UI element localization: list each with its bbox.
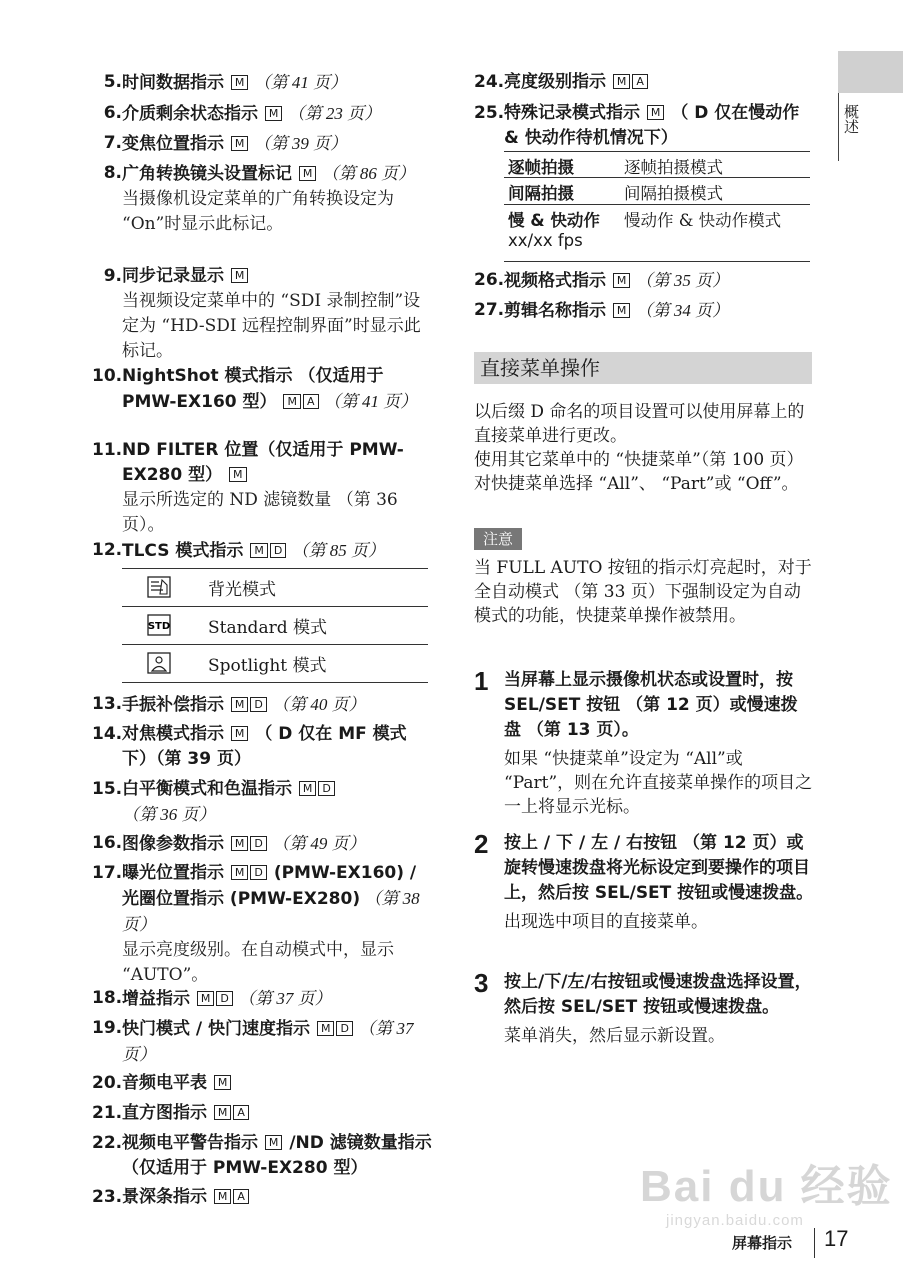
item-title-text: 景深条指示	[122, 1187, 213, 1207]
item-title-text: 亮度级别指示	[504, 72, 612, 92]
item-extra: /ND 滤镜数量指示 （仅适用于 PMW-EX280 型）	[122, 1133, 432, 1178]
item-title	[122, 1071, 432, 1096]
item-title-text: 增益指示	[122, 989, 196, 1009]
item-number: 19.	[92, 1018, 123, 1038]
item-title	[122, 131, 432, 157]
item-number: 11.	[92, 440, 123, 460]
spotlight-icon	[147, 652, 171, 674]
step-number: 1	[474, 666, 489, 696]
item-title	[122, 692, 432, 718]
list-item	[474, 70, 814, 95]
intro-text-2: 使用其它菜单中的 “快捷菜单”（第 100 页）对快捷菜单选择 “All”、 “Part”或 “Off”。	[474, 450, 804, 494]
item-number: 5.	[103, 72, 122, 92]
item-title	[122, 1185, 432, 1210]
list-item	[92, 264, 432, 364]
item-title	[504, 298, 814, 324]
tlcs-row	[122, 645, 428, 683]
mode-box-m: M	[231, 726, 249, 741]
item-number: 23.	[92, 1187, 123, 1207]
item-number: 6.	[103, 103, 122, 123]
list-item	[92, 538, 432, 564]
page-ref: （第 86 页）	[317, 164, 416, 183]
page-ref: （第 38 页）	[122, 889, 420, 934]
item-title	[122, 161, 432, 187]
mode-box-d: D	[318, 781, 334, 796]
item-description: 显示亮度级别。在自动模式中，显示 “AUTO”。	[122, 940, 394, 985]
mode-box-m: M	[250, 543, 268, 558]
item-number: 25.	[474, 103, 505, 123]
page-ref: （第 36 页）	[122, 805, 216, 824]
list-item	[92, 438, 432, 538]
step-2	[474, 831, 814, 934]
page-ref: （第 39 页）	[249, 134, 348, 153]
speed-value: 间隔拍摄模式	[624, 184, 723, 203]
item-number: 8.	[103, 163, 122, 183]
note-label: 注意	[474, 528, 522, 550]
side-tab	[838, 51, 903, 93]
mode-box-a: A	[303, 394, 319, 409]
item-title-text: 音频电平表	[122, 1073, 213, 1093]
item-number: 14.	[92, 724, 123, 744]
backlight-icon	[147, 576, 171, 598]
mode-box-m: M	[613, 303, 631, 318]
mode-box-m: M	[231, 136, 249, 151]
list-item	[92, 861, 432, 988]
item-number: 7.	[103, 133, 122, 153]
list-item	[92, 1131, 432, 1181]
page-ref: （第 40 页）	[267, 695, 366, 714]
page-ref: （第 41 页）	[249, 73, 348, 92]
list-item	[92, 722, 432, 772]
page-ref: （第 49 页）	[267, 834, 366, 853]
page-ref: （第 23 页）	[283, 104, 382, 123]
footer-divider	[814, 1228, 815, 1258]
item-title-text: TLCS 模式指示	[122, 541, 250, 561]
item-title	[122, 364, 432, 415]
mode-box-m: M	[613, 273, 631, 288]
item-title	[504, 70, 814, 95]
item-title-text: 特殊记录模式指示	[504, 103, 646, 123]
step-3	[474, 970, 814, 1048]
tlcs-label: 背光模式	[208, 580, 276, 600]
list-item	[92, 101, 432, 127]
item-title-text: 直方图指示	[122, 1103, 213, 1123]
item-title-text: 变焦位置指示	[122, 134, 230, 154]
list-item	[92, 986, 432, 1012]
mode-box-m: M	[231, 697, 249, 712]
item-description: 显示所选定的 ND 滤镜数量 （第 36 页）。	[122, 490, 398, 535]
item-extra: (PMW-EX160) / 光圈位置指示 (PMW-EX280)	[122, 863, 417, 909]
std-icon	[147, 614, 171, 636]
item-title	[122, 264, 432, 289]
mode-box-m: M	[231, 865, 249, 880]
list-item	[92, 131, 432, 157]
mode-box-m: M	[231, 836, 249, 851]
item-title	[122, 438, 432, 488]
item-title	[122, 538, 432, 564]
item-number: 27.	[474, 300, 505, 320]
speed-value: 逐帧拍摄模式	[624, 158, 723, 177]
mode-box-d: D	[216, 991, 232, 1006]
page-number: 17	[824, 1226, 849, 1251]
item-title	[122, 1131, 432, 1181]
step-1	[474, 668, 814, 819]
page-ref: （第 35 页）	[631, 271, 730, 290]
item-number: 9.	[103, 266, 122, 286]
mode-box-d: D	[336, 1021, 352, 1036]
step-title: 当屏幕上显示摄像机状态或设置时，按 SEL/SET 按钮 （第 12 页）或慢速拨盘 （第 13 页）。	[504, 670, 798, 740]
watermark-url: jingyan.baidu.com	[666, 1212, 804, 1229]
list-item	[92, 777, 432, 828]
item-title	[122, 1101, 432, 1126]
item-title	[122, 986, 432, 1012]
step-number: 3	[474, 968, 489, 998]
watermark-logo: Bai du 经验	[640, 1162, 893, 1211]
item-title-text: 曝光位置指示	[122, 863, 230, 883]
mode-box-m: M	[299, 781, 317, 796]
item-extra: （ D 仅在慢动作 & 快动作待机情况下）	[504, 103, 800, 148]
mode-box-m: M	[229, 467, 247, 482]
item-number: 16.	[92, 833, 123, 853]
item-title-text: 白平衡模式和色温指示	[122, 779, 298, 799]
speed-row	[504, 152, 810, 178]
item-title	[122, 101, 432, 127]
mode-box-m: M	[265, 1135, 283, 1150]
section-title: 直接菜单操作	[474, 352, 812, 384]
item-number: 24.	[474, 72, 505, 92]
item-number: 15.	[92, 779, 123, 799]
list-item	[92, 1101, 432, 1126]
list-item	[92, 831, 432, 857]
page-ref: （第 41 页）	[319, 392, 418, 411]
mode-box-m: M	[317, 1021, 335, 1036]
mode-box-d: D	[270, 543, 286, 558]
item-title-text: NightShot 模式指示 （仅适用于 PMW-EX160 型）	[122, 366, 384, 412]
step-number: 2	[474, 829, 489, 859]
mode-box-m: M	[231, 75, 249, 90]
page-ref: （第 37 页）	[122, 1019, 414, 1064]
step-title: 按上/下/左/右按钮或慢速拨盘选择设置，然后按 SEL/SET 按钮或慢速拨盘。	[504, 972, 812, 1017]
mode-box-m: M	[283, 394, 301, 409]
intro-text: 以后缀 D 命名的项目设置可以使用屏幕上的直接菜单进行更改。	[474, 402, 805, 446]
item-title-text: 广角转换镜头设置标记	[122, 164, 298, 184]
speed-row	[504, 178, 810, 205]
list-item	[92, 161, 432, 237]
item-title	[122, 777, 432, 828]
item-title	[122, 722, 432, 772]
item-title-text: 图像参数指示	[122, 834, 230, 854]
side-tab-label: 概述	[842, 104, 860, 134]
item-title-text: 手振补偿指示	[122, 695, 230, 715]
speed-key: 慢 & 快动作 xx/xx fps	[508, 211, 600, 250]
tlcs-label: Spotlight 模式	[208, 656, 327, 676]
list-item	[474, 268, 814, 294]
list-item	[474, 298, 814, 324]
list-item	[92, 1185, 432, 1210]
item-title	[122, 831, 432, 857]
item-title-text: 时间数据指示	[122, 73, 230, 93]
tlcs-table	[122, 568, 428, 683]
speed-value: 慢动作 & 快动作模式	[624, 211, 782, 230]
speed-row	[504, 205, 810, 262]
item-title-text: 同步记录显示	[122, 266, 230, 286]
list-item	[92, 364, 432, 415]
mode-box-a: A	[233, 1189, 249, 1204]
page-ref: （第 34 页）	[631, 301, 730, 320]
mode-box-m: M	[214, 1075, 232, 1090]
list-item	[92, 1071, 432, 1096]
mode-box-m: M	[299, 166, 317, 181]
mode-box-a: A	[632, 74, 648, 89]
speed-key: 间隔拍摄	[508, 184, 574, 203]
item-title	[122, 861, 432, 938]
item-number: 17.	[92, 863, 123, 883]
speed-key: 逐帧拍摄	[508, 158, 574, 177]
mode-box-m: M	[265, 106, 283, 121]
item-number: 13.	[92, 694, 123, 714]
list-item	[92, 70, 432, 96]
item-number: 26.	[474, 270, 505, 290]
tlcs-row	[122, 607, 428, 645]
mode-box-m: M	[214, 1105, 232, 1120]
tlcs-row	[122, 569, 428, 607]
note-text: 当 FULL AUTO 按钮的指示灯亮起时，对于全自动模式 （第 33 页）下强制设定为自动模式的功能，快捷菜单操作被禁用。	[474, 558, 812, 626]
mode-box-m: M	[214, 1189, 232, 1204]
item-title	[122, 70, 432, 96]
page-ref: （第 37 页）	[233, 989, 332, 1008]
page-ref: （第 85 页）	[287, 541, 386, 560]
step-description: 如果 “快捷菜单”设定为 “All”或 “Part”，则在允许直接菜单操作的项目之一上将显示光标。	[504, 749, 813, 817]
item-title-text: ND FILTER 位置（仅适用于 PMW-EX280 型）	[122, 440, 404, 485]
list-item	[92, 692, 432, 718]
item-description: 当视频设定菜单中的 “SDI 录制控制”设定为 “HD-SDI 远程控制界面”时显示此标记。	[122, 291, 421, 361]
item-number: 10.	[92, 366, 123, 386]
mode-box-m: M	[613, 74, 631, 89]
mode-box-d: D	[250, 836, 266, 851]
item-title-text: 介质剩余状态指示	[122, 104, 264, 124]
item-title-text: 视频格式指示	[504, 271, 612, 291]
mode-box-m: M	[647, 105, 665, 120]
mode-box-m: M	[231, 268, 249, 283]
tlcs-label: Standard 模式	[208, 618, 327, 638]
speed-table	[504, 151, 810, 262]
item-title	[122, 1016, 432, 1068]
item-number: 20.	[92, 1073, 123, 1093]
item-title	[504, 268, 814, 294]
list-item	[474, 101, 814, 151]
list-item	[92, 1016, 432, 1068]
item-number: 12.	[92, 540, 123, 560]
step-description: 菜单消失，然后显示新设置。	[504, 1026, 725, 1046]
mode-box-d: D	[250, 865, 266, 880]
item-title-text: 剪辑名称指示	[504, 301, 612, 321]
item-title	[504, 101, 814, 151]
item-extra: （ D 仅在 MF 模式下）（第 39 页）	[122, 724, 407, 769]
mode-box-m: M	[197, 991, 215, 1006]
footer-section-label: 屏幕指示	[732, 1234, 793, 1252]
step-title: 按上 / 下 / 左 / 右按钮 （第 12 页）或旋转慢速拨盘将光标设定到要操作的项目上，然后按 SEL/SET 按钮或慢速拨盘。	[504, 833, 814, 903]
item-number: 22.	[92, 1133, 123, 1153]
mode-box-d: D	[250, 697, 266, 712]
svg-text:STD: STD	[147, 621, 171, 632]
item-title-text: 对焦模式指示	[122, 724, 230, 744]
mode-box-a: A	[233, 1105, 249, 1120]
item-number: 18.	[92, 988, 123, 1008]
item-title-text: 快门模式 / 快门速度指示	[122, 1019, 316, 1039]
item-number: 21.	[92, 1103, 123, 1123]
item-description: 当摄像机设定菜单的广角转换设定为 “On”时显示此标记。	[122, 189, 394, 234]
step-description: 出现选中项目的直接菜单。	[504, 912, 708, 932]
item-title-text: 视频电平警告指示	[122, 1133, 264, 1153]
